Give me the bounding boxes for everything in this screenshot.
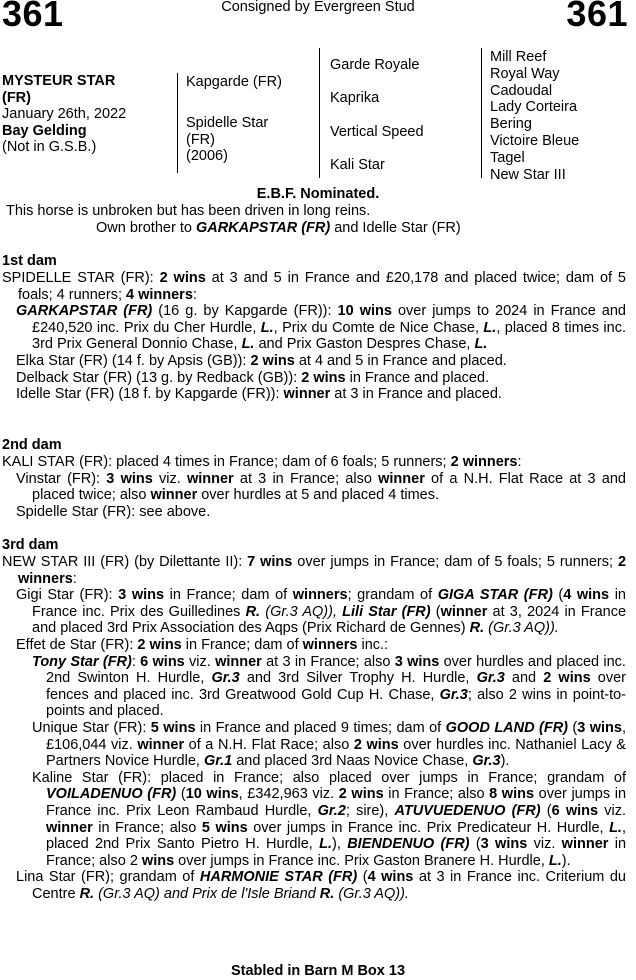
pedigree-grandparent: Vertical Speed	[330, 124, 424, 140]
produce-delback-star: Delback Star (FR) (13 g. by Redback (GB)): 2 wins in France and placed.	[16, 369, 490, 386]
pedigree-ggp: Royal Way	[490, 65, 560, 82]
third-dam-entry: NEW STAR III (FR) (by Dilettante II): 7 wins over jumps in France; dam of 5 foals; 5 runners; 2 winners:	[2, 554, 627, 587]
second-dam-entry: KALI STAR (FR): placed 4 times in France; dam of 6 foals; 5 runners; 2 winners:	[2, 454, 522, 470]
note-unbroken: This horse is unbroken but has been driven in long reins.	[6, 203, 371, 219]
pedigree-grandparent: Garde Royale	[330, 57, 420, 73]
pedigree-sire: Kapgarde (FR)	[186, 74, 282, 90]
pedigree-ggp: Mill Reef	[490, 49, 547, 65]
pedigree-dam-line: Spidelle Star	[186, 115, 269, 131]
pedigree-ggp: Cadoudal	[490, 82, 553, 99]
produce-garkapstar: GARKAPSTAR (FR) (16 g. by Kapgarde (FR)): 10 wins over jumps to 2024 in France and £240,520 inc. Prix du Cher Hurdle, L., Prix du Comte de Nice Chase, L., placed 8 times inc. 3rd Prix General Donnio Chase, L. and Prix Gaston Despres Chase, L.	[16, 303, 627, 353]
pedigree-ggp: Bering	[490, 116, 532, 133]
consignor: Consigned by Evergreen Stud	[221, 0, 415, 15]
produce-lina-star: Lina Star (FR); grandam of HARMONIE STAR (FR) (4 wins at 3 in France inc. Criterium du Centre R. (Gr.3 AQ) and Prix de l'Isle Briand R. (Gr.3 AQ)).	[16, 869, 626, 902]
third-dam-block	[2, 554, 626, 902]
produce-kaline-star: Kaline Star (FR): placed in France; also placed over jumps in France; grandam of VOILADENUO (FR) (10 wins, £342,963 viz. 2 wins in France; also 8 wins over jumps in France inc. Prix Leon Rambaud Hurdle, Gr.2; sire), ATUVUEDENUO (FR) (6 wins viz. winner in France; also 5 wins over jumps in France inc. Prix Predicateur H. Hurdle, L., placed 2nd Prix Santo Pietro H. Hurdle, L.), BIENDENUO (FR) (3 wins viz. winner in France; also 2 wins over jumps in France inc. Prix Gaston Branere H. Hurdle, L.).	[32, 769, 627, 869]
produce-vinstar: Vinstar (FR): 3 wins viz. winner at 3 in France; also winner of a N.H. Flat Race at 3 and placed twice; also winner over hurdles at 5 and placed 4 times.	[16, 470, 626, 504]
horse-description: Bay Gelding	[2, 122, 87, 139]
section-second-dam: 2nd dam	[2, 437, 62, 453]
produce-gigi-star: Gigi Star (FR): 3 wins in France; dam of winners; grandam of GIGA STAR (FR) (4 wins in France inc. Prix des Guilledines R. (Gr.3 AQ)), Lili Star (FR) (winner at 3, 2024 in France and placed 3rd Prix Association des Aqps (Prix Richard de Gennes) R. (Gr.3 AQ)).	[16, 587, 627, 637]
pedigree-dam	[186, 115, 268, 165]
pedigree-great-grandparents	[490, 49, 579, 183]
note-own-brother: Own brother to GARKAPSTAR (FR) and Idelle Star (FR)	[96, 220, 461, 236]
produce-spidelle-star: Spidelle Star (FR): see above.	[16, 503, 211, 520]
pedigree-grandparent: Kaprika	[330, 90, 380, 106]
lot-number-right: 361	[566, 0, 628, 34]
pedigree-ggp: Victoire Bleue	[490, 132, 580, 149]
first-dam-block	[2, 270, 626, 403]
pedigree-ggp: Tagel	[490, 149, 525, 166]
pedigree-ggp: New Star III	[490, 166, 566, 183]
ebf-nominated: E.B.F. Nominated.	[256, 186, 380, 202]
horse-details	[2, 73, 174, 156]
produce-elka-star: Elka Star (FR) (14 f. by Apsis (GB)): 2 wins at 4 and 5 in France and placed.	[16, 352, 507, 369]
pedigree-grandparent: Kali Star	[330, 157, 385, 173]
section-first-dam: 1st dam	[2, 253, 57, 269]
pedigree-divider	[177, 73, 178, 173]
section-third-dam: 3rd dam	[2, 537, 59, 553]
first-dam-entry: SPIDELLE STAR (FR): 2 wins at 3 and 5 in France and £20,178 and placed twice; dam of 5 foals; 4 runners; 4 winners:	[2, 270, 626, 303]
pedigree-dam-line: (FR)	[186, 131, 215, 148]
horse-foaled: January 26th, 2022	[2, 106, 127, 123]
pedigree-divider	[319, 48, 320, 178]
produce-idelle-star: Idelle Star (FR) (18 f. by Kapgarde (FR)): winner at 3 in France and placed.	[16, 386, 502, 403]
pedigree-divider	[481, 48, 482, 178]
own-brother-name: GARKAPSTAR (FR)	[195, 220, 331, 236]
second-dam-block	[2, 454, 626, 520]
produce-unique-star: Unique Star (FR): 5 wins in France and placed 9 times; dam of GOOD LAND (FR) (3 wins, £106,044 viz. winner of a N.H. Flat Race; also 2 wins over hurdles inc. Nathaniel Lacy & Partners Novice Hurdle, Gr.1 and placed 3rd Naas Novice Chase, Gr.3).	[32, 719, 626, 770]
horse-gsb: (Not in G.S.B.)	[2, 139, 97, 156]
lot-number: 361	[2, 0, 64, 34]
produce-effet-de-star: Effet de Star (FR): 2 wins in France; dam of winners inc.:	[16, 636, 389, 653]
horse-country: (FR)	[2, 89, 31, 106]
produce-tony-star: Tony Star (FR): 6 wins viz. winner at 3 in France; also 3 wins over hurdles and placed inc. 2nd Swinton H. Hurdle, Gr.3 and 3rd Silver Trophy H. Hurdle, Gr.3 and 2 wins over fences and placed inc. 3rd Greatwood Gold Cup H. Chase, Gr.3; also 2 wins in point-to-points and placed.	[32, 653, 626, 720]
stabling-location: Stabled in Barn M Box 13	[230, 963, 406, 979]
horse-name: MYSTEUR STAR	[2, 73, 116, 89]
pedigree-dam-line: (2006)	[186, 148, 228, 165]
pedigree-ggp: Lady Corteira	[490, 99, 578, 116]
